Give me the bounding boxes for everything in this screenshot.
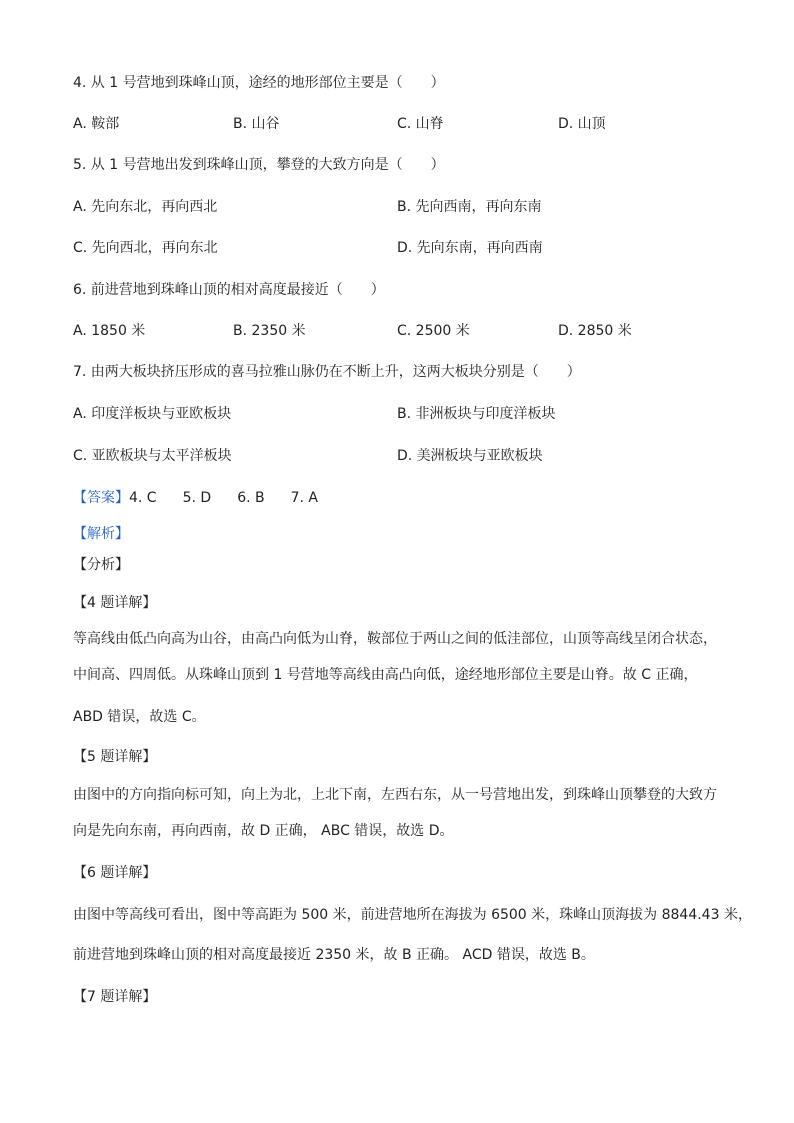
- detail-4-heading: 【4 题详解】: [73, 595, 157, 611]
- question-7-option-d: D. 美洲板块与亚欧板块: [397, 448, 543, 464]
- question-7-option-c: C. 亚欧板块与太平洋板块: [73, 448, 232, 464]
- question-4-stem: 4. 从 1 号营地到珠峰山顶，途经的地形部位主要是（ ）: [73, 75, 445, 91]
- answer-item: 4. C: [129, 490, 157, 506]
- question-6-option-a: A. 1850 米: [73, 323, 146, 339]
- detail-4-line: ABD 错误，故选 C。: [73, 709, 206, 725]
- question-4-option-a: A. 鞍部: [73, 116, 120, 132]
- analysis-label: 【解析】: [73, 526, 129, 542]
- question-6-option-b: B. 2350 米: [233, 323, 306, 339]
- answer-label: 【答案】: [73, 490, 129, 506]
- question-7-option-a: A. 印度洋板块与亚欧板块: [73, 406, 232, 422]
- detail-6-line: 由图中等高线可看出，图中等高距为 500 米，前进营地所在海拔为 6500 米，珠峰山顶海拔为 8844.43 米，: [73, 907, 752, 923]
- detail-7-heading: 【7 题详解】: [73, 989, 157, 1005]
- question-5-option-a: A. 先向东北，再向西北: [73, 199, 218, 215]
- question-7-option-b: B. 非洲板块与印度洋板块: [397, 406, 556, 422]
- detail-6-line: 前进营地到珠峰山顶的相对高度最接近 2350 米，故 B 正确。 ACD 错误，故选 B。: [73, 947, 595, 963]
- question-5-option-d: D. 先向东南，再向西南: [397, 240, 543, 256]
- question-5-stem: 5. 从 1 号营地出发到珠峰山顶，攀登的大致方向是（ ）: [73, 157, 445, 173]
- question-6-option-c: C. 2500 米: [397, 323, 470, 339]
- answer-item: 7. A: [290, 490, 318, 506]
- answer-line: [73, 488, 318, 508]
- question-6-option-d: D. 2850 米: [558, 323, 632, 339]
- question-7-stem: 7. 由两大板块挤压形成的喜马拉雅山脉仍在不断上升，这两大板块分别是（ ）: [73, 364, 581, 380]
- detail-6-heading: 【6 题详解】: [73, 865, 157, 881]
- detail-4-line: 中间高、四周低。从珠峰山顶到 1 号营地等高线由高凸向低，途经地形部位主要是山脊。故 C 正确，: [73, 667, 698, 683]
- question-4-option-b: B. 山谷: [233, 116, 280, 132]
- question-4-option-c: C. 山脊: [397, 116, 444, 132]
- question-4-option-d: D. 山顶: [558, 116, 606, 132]
- detail-5-line: 由图中的方向指向标可知，向上为北，上北下南，左西右东，从一号营地出发，到珠峰山顶攀登的大致方: [73, 787, 717, 803]
- question-5-option-b: B. 先向西南，再向东南: [397, 199, 542, 215]
- answer-item: 5. D: [182, 490, 212, 506]
- detail-5-line: 向是先向东南，再向西南，故 D 正确， ABC 错误，故选 D。: [73, 823, 454, 839]
- detail-5-heading: 【5 题详解】: [73, 749, 157, 765]
- question-5-option-c: C. 先向西北，再向东北: [73, 240, 218, 256]
- answer-item: 6. B: [237, 490, 265, 506]
- question-6-stem: 6. 前进营地到珠峰山顶的相对高度最接近（ ）: [73, 282, 385, 298]
- analysis-sub-label: 【分析】: [73, 557, 129, 573]
- detail-4-line: 等高线由低凸向高为山谷，由高凸向低为山脊，鞍部位于两山之间的低洼部位，山顶等高线呈闭合状态，: [73, 631, 717, 647]
